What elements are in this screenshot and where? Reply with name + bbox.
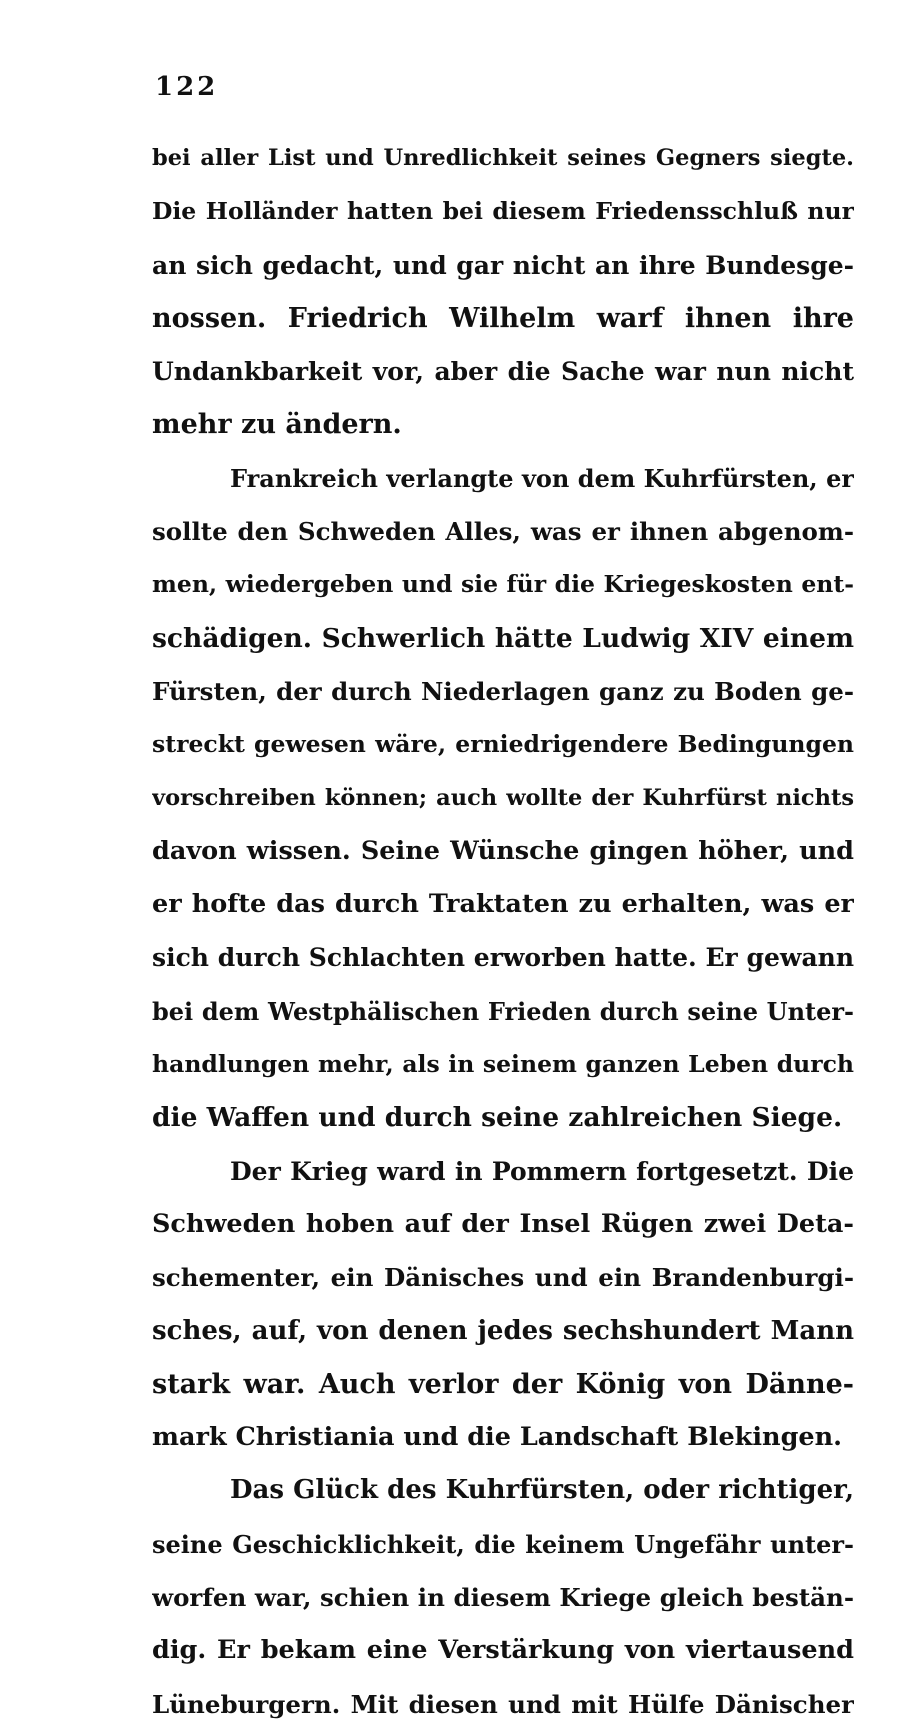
text-line: mehr zu ändern.	[152, 409, 402, 441]
text-line: an sich gedacht, und gar nicht an ihre Bundesge-	[152, 250, 854, 280]
text-line: stark war. Auch verlor der König von Dänne-	[152, 1368, 854, 1400]
text-line: schädigen. Schwerlich hätte Ludwig XIV einem	[152, 622, 854, 654]
text-line: bei aller List und Unredlichkeit seines Gegners siegte.	[152, 145, 854, 171]
text-line: schementer, ein Dänisches und ein Brandenburgi-	[152, 1263, 854, 1293]
text-line: Fürsten, der durch Niederlagen ganz zu Boden ge-	[152, 676, 854, 706]
text-line: Das Glück des Kuhrfürsten, oder richtiger,	[230, 1475, 854, 1506]
text-line: handlungen mehr, als in seinem ganzen Leben durch	[152, 1050, 854, 1079]
text-line: bei dem Westphälischen Frieden durch seine Unter-	[152, 996, 854, 1026]
text-line: Lüneburgern. Mit diesen und mit Hülfe Dänischer	[152, 1689, 854, 1719]
text-line: die Waffen und durch seine zahlreichen Siege.	[152, 1102, 843, 1134]
text-line: Der Krieg ward in Pommern fortgesetzt. Die	[230, 1156, 854, 1186]
text-line: seine Geschicklichkeit, die keinem Ungefähr unter-	[152, 1529, 854, 1559]
text-line: davon wissen. Seine Wünsche gingen höher, und	[152, 835, 854, 866]
text-line: sich durch Schlachten erworben hatte. Er gewann	[152, 943, 854, 973]
text-line: Die Holländer hatten bei diesem Friedensschluß nur	[152, 197, 854, 226]
text-line: sollte den Schweden Alles, was er ihnen abgenom-	[152, 517, 854, 547]
text-line: vorschreiben können; auch wollte der Kuhrfürst nichts	[152, 784, 854, 811]
text-line: worfen war, schien in diesem Kriege gleich bestän-	[152, 1583, 854, 1613]
page-number: 122	[155, 72, 219, 102]
text-line: Schweden hoben auf der Insel Rügen zwei Deta-	[152, 1208, 854, 1239]
text-line: nossen. Friedrich Wilhelm warf ihnen ihre	[152, 302, 854, 334]
text-line: streckt gewesen wäre, erniedrigendere Bedingungen	[152, 730, 854, 759]
text-line: Frankreich verlangte von dem Kuhrfürsten, er	[230, 463, 854, 493]
text-line: sches, auf, von denen jedes sechshundert Mann	[152, 1315, 854, 1346]
text-line: dig. Er bekam eine Verstärkung von viertausend	[152, 1635, 854, 1666]
text-line: mark Christiania und die Landschaft Blekingen.	[152, 1422, 843, 1453]
text-line: men, wiedergeben und sie für die Kriegeskosten ent-	[152, 570, 854, 599]
text-line: Undankbarkeit vor, aber die Sache war nun nicht	[152, 357, 854, 387]
text-line: er hofte das durch Traktaten zu erhalten, was er	[152, 889, 854, 920]
body-text	[152, 132, 854, 1731]
